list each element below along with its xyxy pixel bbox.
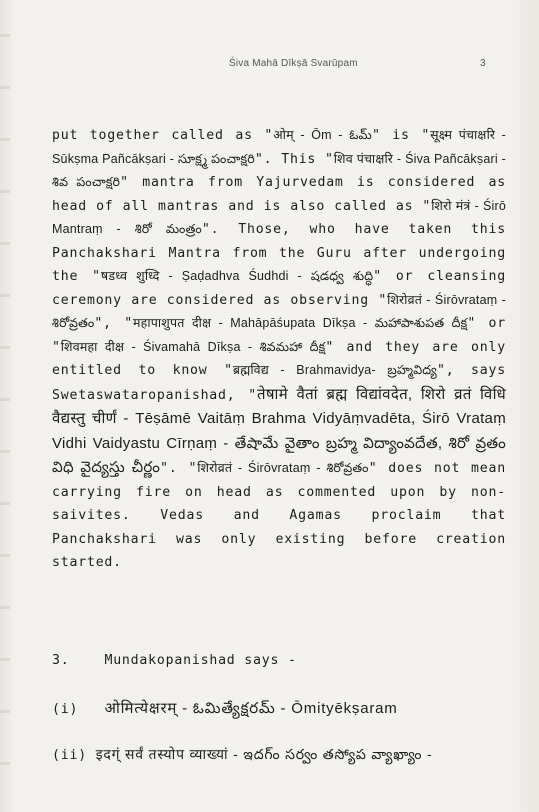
text-run: " or " [52,316,506,355]
text-run: ", says Swetaswataropanishad, " [52,363,506,403]
page-number: 3 [480,58,486,69]
text-run: " or cleansing ceremony are considered as observing " [52,269,507,308]
term-siva-panchakshari: शिव पंचाक्षरि - Śiva Pañcākṣari - శివ పంచాక్షరి [52,151,507,189]
term-shadadhva-sudhdi: षडध्व शुध्दि - Ṣaḍadhva Śudhdi - షడధ్వ శుద్ధి [100,269,374,283]
term-om: ओम् - Ōm - ఓమ్ [273,128,372,142]
list-item-label: (i) [52,702,79,717]
list-item [52,698,398,721]
term-sirovratam: शिरोव्रतं - Śirōvrataṃ - శిరోవ్రతం [52,292,506,330]
text-run: ". Those, who have taken this Panchakshari Mantra from the Guru after undergoing the " [52,222,506,284]
running-header [0,58,539,74]
term-siro-mantram: शिरो मंत्रं - Śirō Mantraṃ - శిరో మంత్రం [52,198,506,236]
term-sivamaha-diksha: शिवमहा दीक्ष - Śivamahā Dīkṣa - శివమహా దీక్ష [60,339,326,354]
binding-holes [0,0,10,812]
text-run: ". " [160,461,198,476]
header-title: Śiva Mahā Dīkṣā Svarūpam [229,58,358,69]
term-mahapasupata-diksha: महापाशुपत दीक्ष - Mahāpāśupata Dīkṣa - మహాపాశుపత దీక్ష [133,316,468,330]
term-sirovratam-2: शिरोव्रतं - Śirōvrataṃ - శిరోవ్రతం [197,461,369,475]
body-text [52,124,506,575]
text-run: " does not mean carrying fire on head as commented upon by non-saivites. Vedas and Agamas proclaim that Panchakshari was only existing before creation started. [52,461,507,570]
list-item-label: (ii) [52,748,87,763]
term-brahmavidya: ब्रह्मविद्य - Brahmavidya- బ్రహ్మవిద్య [232,363,437,377]
section-number: 3. [52,653,70,668]
text-run: " and they are only entitled to know " [52,339,506,378]
text-run: put together called as " [52,128,274,143]
text-run: " is " [371,128,431,143]
list-item [52,745,432,766]
quotation-tesame: तेषामे वैतां ब्रह्म विद्यांवदेत, शिरो व्रतं विधि वैद्यस्तु चीर्णं - Tēṣāmē Vaitāṃ Brahma Vidyāṃvadēta, Śirō Vrataṃ Vidhi Vaidyastu Cīrṇaṃ - తేషామే వైతాం బ్రహ్మ విద్యాంవదేత, శిరో వ్రతం విధి వైద్యస్తు చీర్ణం [52,385,506,476]
section-title: Mundakopanishad says - [104,653,297,668]
text-run: ". This " [254,151,334,167]
section-heading [52,653,297,668]
text-run: ", " [94,316,133,331]
text-run: " mantra from Yajurvedam is considered as head of all mantras and is also called as " [52,175,506,214]
term-sukshma-panchakshari: सूक्ष्म पंचाक्षरि - Sūkṣma Pañcākṣari - సూక్ష్మ పంచాక్షరి [52,128,507,166]
paragraph [52,124,506,575]
list-item-text: ओमित्येक्षरम् - ఓమిత్యేక్షరమ్ - Ōmityēkṣaram [104,700,398,717]
list-item-text: इदग्ं सर्वं तस्योप व्याख्यां - ఇదగ్ం సర్వం తస్యోప వ్యాఖ్యాం - [95,746,433,762]
